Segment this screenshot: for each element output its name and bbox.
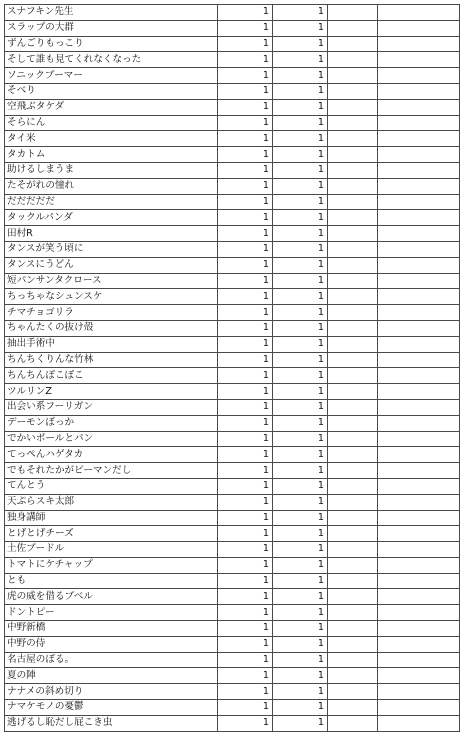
name-cell[interactable]: ちっちゃなシュンスケ bbox=[5, 289, 218, 305]
table-row bbox=[5, 384, 460, 400]
table-row bbox=[5, 715, 460, 731]
name-cell[interactable]: タカトム bbox=[5, 147, 218, 163]
empty-cell[interactable] bbox=[328, 494, 378, 510]
empty-cell[interactable] bbox=[378, 636, 460, 652]
name-cell[interactable]: 田村R bbox=[5, 226, 218, 242]
empty-cell[interactable] bbox=[378, 384, 460, 400]
name-cell[interactable]: スナフキン先生 bbox=[5, 5, 218, 21]
empty-cell[interactable] bbox=[378, 5, 460, 21]
name-cell[interactable]: ちんちんぽこぽこ bbox=[5, 368, 218, 384]
empty-cell[interactable] bbox=[328, 20, 378, 36]
count-cell-b[interactable]: 1 bbox=[273, 352, 328, 368]
empty-cell[interactable] bbox=[328, 431, 378, 447]
table-row bbox=[5, 336, 460, 352]
count-cell-a[interactable]: 1 bbox=[218, 494, 273, 510]
count-cell-b[interactable]: 1 bbox=[273, 5, 328, 21]
empty-cell[interactable] bbox=[378, 336, 460, 352]
empty-cell[interactable] bbox=[378, 226, 460, 242]
count-cell-b[interactable]: 1 bbox=[273, 668, 328, 684]
empty-cell[interactable] bbox=[378, 668, 460, 684]
count-cell-b[interactable]: 1 bbox=[273, 257, 328, 273]
count-cell-a[interactable]: 1 bbox=[218, 605, 273, 621]
count-cell-b[interactable]: 1 bbox=[273, 510, 328, 526]
name-cell[interactable]: 名古屋のぼる。 bbox=[5, 652, 218, 668]
empty-cell[interactable] bbox=[378, 194, 460, 210]
empty-cell[interactable] bbox=[328, 5, 378, 21]
empty-cell[interactable] bbox=[328, 636, 378, 652]
name-cell[interactable]: ナマケモノの憂鬱 bbox=[5, 700, 218, 716]
empty-cell[interactable] bbox=[378, 715, 460, 731]
name-cell[interactable]: 逃げるし恥だし屁こき虫 bbox=[5, 715, 218, 731]
count-cell-b[interactable]: 1 bbox=[273, 605, 328, 621]
count-cell-a[interactable]: 1 bbox=[218, 147, 273, 163]
empty-cell[interactable] bbox=[328, 147, 378, 163]
count-cell-b[interactable]: 1 bbox=[273, 447, 328, 463]
empty-cell[interactable] bbox=[378, 83, 460, 99]
empty-cell[interactable] bbox=[378, 431, 460, 447]
count-cell-a[interactable]: 1 bbox=[218, 115, 273, 131]
count-cell-a[interactable]: 1 bbox=[218, 700, 273, 716]
empty-cell[interactable] bbox=[328, 336, 378, 352]
empty-cell[interactable] bbox=[328, 131, 378, 147]
count-cell-b[interactable]: 1 bbox=[273, 652, 328, 668]
count-cell-a[interactable]: 1 bbox=[218, 131, 273, 147]
count-cell-a[interactable]: 1 bbox=[218, 352, 273, 368]
name-cell[interactable]: ナナメの斜め切り bbox=[5, 684, 218, 700]
table-row bbox=[5, 68, 460, 84]
count-cell-b[interactable]: 1 bbox=[273, 36, 328, 52]
empty-cell[interactable] bbox=[328, 684, 378, 700]
empty-cell[interactable] bbox=[328, 573, 378, 589]
table-row bbox=[5, 273, 460, 289]
empty-cell[interactable] bbox=[328, 668, 378, 684]
empty-cell[interactable] bbox=[378, 289, 460, 305]
name-cell[interactable]: 天ぷらスキ太郎 bbox=[5, 494, 218, 510]
empty-cell[interactable] bbox=[378, 510, 460, 526]
empty-cell[interactable] bbox=[378, 115, 460, 131]
empty-cell[interactable] bbox=[378, 573, 460, 589]
count-cell-b[interactable]: 1 bbox=[273, 636, 328, 652]
table-row bbox=[5, 131, 460, 147]
name-cell[interactable]: そして誰も見てくれなくなった bbox=[5, 52, 218, 68]
count-cell-b[interactable]: 1 bbox=[273, 178, 328, 194]
empty-cell[interactable] bbox=[328, 194, 378, 210]
name-cell[interactable]: ソニックブーマー bbox=[5, 68, 218, 84]
table-row bbox=[5, 52, 460, 68]
table-row bbox=[5, 621, 460, 637]
empty-cell[interactable] bbox=[378, 305, 460, 321]
empty-cell[interactable] bbox=[378, 257, 460, 273]
empty-cell[interactable] bbox=[378, 415, 460, 431]
count-cell-b[interactable]: 1 bbox=[273, 557, 328, 573]
count-cell-b[interactable]: 1 bbox=[273, 210, 328, 226]
count-cell-a[interactable]: 1 bbox=[218, 447, 273, 463]
count-cell-b[interactable]: 1 bbox=[273, 241, 328, 257]
name-cell[interactable]: スラップの大群 bbox=[5, 20, 218, 36]
table-row bbox=[5, 210, 460, 226]
table-row bbox=[5, 257, 460, 273]
count-cell-b[interactable]: 1 bbox=[273, 336, 328, 352]
empty-cell[interactable] bbox=[378, 273, 460, 289]
name-cell[interactable]: トマトにケチャップ bbox=[5, 557, 218, 573]
empty-cell[interactable] bbox=[328, 273, 378, 289]
empty-cell[interactable] bbox=[328, 589, 378, 605]
count-cell-a[interactable]: 1 bbox=[218, 652, 273, 668]
table-row bbox=[5, 36, 460, 52]
count-cell-b[interactable]: 1 bbox=[273, 415, 328, 431]
count-cell-a[interactable]: 1 bbox=[218, 68, 273, 84]
table-row bbox=[5, 605, 460, 621]
count-cell-a[interactable]: 1 bbox=[218, 83, 273, 99]
count-cell-b[interactable]: 1 bbox=[273, 621, 328, 637]
empty-cell[interactable] bbox=[328, 289, 378, 305]
name-cell[interactable]: てんとう bbox=[5, 478, 218, 494]
empty-cell[interactable] bbox=[378, 557, 460, 573]
empty-cell[interactable] bbox=[328, 178, 378, 194]
empty-cell[interactable] bbox=[378, 478, 460, 494]
count-cell-b[interactable]: 1 bbox=[273, 431, 328, 447]
count-cell-b[interactable]: 1 bbox=[273, 463, 328, 479]
count-cell-a[interactable]: 1 bbox=[218, 668, 273, 684]
empty-cell[interactable] bbox=[378, 621, 460, 637]
count-cell-a[interactable]: 1 bbox=[218, 305, 273, 321]
name-cell[interactable]: そらにん bbox=[5, 115, 218, 131]
table-row bbox=[5, 415, 460, 431]
empty-cell[interactable] bbox=[328, 542, 378, 558]
count-cell-a[interactable]: 1 bbox=[218, 636, 273, 652]
empty-cell[interactable] bbox=[378, 589, 460, 605]
table-row bbox=[5, 99, 460, 115]
table-row bbox=[5, 668, 460, 684]
count-cell-a[interactable]: 1 bbox=[218, 210, 273, 226]
empty-cell[interactable] bbox=[328, 352, 378, 368]
name-cell[interactable]: タックルパンダ bbox=[5, 210, 218, 226]
count-cell-b[interactable]: 1 bbox=[273, 83, 328, 99]
name-cell[interactable]: ドントピー bbox=[5, 605, 218, 621]
table-row bbox=[5, 700, 460, 716]
count-cell-a[interactable]: 1 bbox=[218, 20, 273, 36]
empty-cell[interactable] bbox=[378, 131, 460, 147]
name-cell[interactable]: ちゃんたくの抜け殻 bbox=[5, 320, 218, 336]
count-cell-a[interactable]: 1 bbox=[218, 368, 273, 384]
count-cell-b[interactable]: 1 bbox=[273, 289, 328, 305]
name-cell[interactable]: 助けるしまうま bbox=[5, 162, 218, 178]
count-cell-a[interactable]: 1 bbox=[218, 573, 273, 589]
name-cell[interactable]: 中野新橋 bbox=[5, 621, 218, 637]
count-cell-a[interactable]: 1 bbox=[218, 36, 273, 52]
name-cell[interactable]: 出会い系フーリガン bbox=[5, 399, 218, 415]
table-row bbox=[5, 289, 460, 305]
name-cell[interactable]: ツルリンZ bbox=[5, 384, 218, 400]
empty-cell[interactable] bbox=[378, 526, 460, 542]
name-cell[interactable]: チマチョゴリラ bbox=[5, 305, 218, 321]
empty-cell[interactable] bbox=[328, 162, 378, 178]
count-cell-b[interactable]: 1 bbox=[273, 52, 328, 68]
empty-cell[interactable] bbox=[378, 52, 460, 68]
name-cell[interactable]: 虎の威を借るブベル bbox=[5, 589, 218, 605]
empty-cell[interactable] bbox=[328, 83, 378, 99]
empty-cell[interactable] bbox=[328, 526, 378, 542]
count-cell-a[interactable]: 1 bbox=[218, 273, 273, 289]
table-row bbox=[5, 494, 460, 510]
empty-cell[interactable] bbox=[378, 20, 460, 36]
count-cell-b[interactable]: 1 bbox=[273, 384, 328, 400]
empty-cell[interactable] bbox=[328, 384, 378, 400]
empty-cell[interactable] bbox=[378, 399, 460, 415]
name-cell[interactable]: 短パンサンタクロース bbox=[5, 273, 218, 289]
count-cell-a[interactable]: 1 bbox=[218, 684, 273, 700]
count-cell-b[interactable]: 1 bbox=[273, 226, 328, 242]
table-row bbox=[5, 463, 460, 479]
count-cell-b[interactable]: 1 bbox=[273, 68, 328, 84]
empty-cell[interactable] bbox=[328, 52, 378, 68]
count-cell-a[interactable]: 1 bbox=[218, 542, 273, 558]
empty-cell[interactable] bbox=[328, 715, 378, 731]
empty-cell[interactable] bbox=[378, 241, 460, 257]
empty-cell[interactable] bbox=[378, 147, 460, 163]
count-cell-a[interactable]: 1 bbox=[218, 99, 273, 115]
count-cell-b[interactable]: 1 bbox=[273, 478, 328, 494]
empty-cell[interactable] bbox=[328, 621, 378, 637]
table-row bbox=[5, 652, 460, 668]
empty-cell[interactable] bbox=[328, 210, 378, 226]
count-cell-a[interactable]: 1 bbox=[218, 384, 273, 400]
empty-cell[interactable] bbox=[378, 684, 460, 700]
count-cell-b[interactable]: 1 bbox=[273, 589, 328, 605]
name-cell[interactable]: タンスにうどん bbox=[5, 257, 218, 273]
empty-cell[interactable] bbox=[378, 68, 460, 84]
empty-cell[interactable] bbox=[328, 115, 378, 131]
empty-cell[interactable] bbox=[378, 700, 460, 716]
name-cell[interactable]: ちんちくりんな竹林 bbox=[5, 352, 218, 368]
count-cell-b[interactable]: 1 bbox=[273, 715, 328, 731]
name-cell[interactable]: 抽出手術中 bbox=[5, 336, 218, 352]
count-cell-b[interactable]: 1 bbox=[273, 162, 328, 178]
empty-cell[interactable] bbox=[378, 320, 460, 336]
table-row bbox=[5, 5, 460, 21]
count-cell-a[interactable]: 1 bbox=[218, 526, 273, 542]
table-row bbox=[5, 447, 460, 463]
table-row bbox=[5, 241, 460, 257]
table-row bbox=[5, 368, 460, 384]
spreadsheet-table bbox=[4, 4, 460, 732]
table-row bbox=[5, 431, 460, 447]
count-cell-a[interactable]: 1 bbox=[218, 241, 273, 257]
count-cell-a[interactable]: 1 bbox=[218, 257, 273, 273]
count-cell-b[interactable]: 1 bbox=[273, 273, 328, 289]
empty-cell[interactable] bbox=[328, 36, 378, 52]
empty-cell[interactable] bbox=[378, 542, 460, 558]
table-row bbox=[5, 20, 460, 36]
count-cell-b[interactable]: 1 bbox=[273, 147, 328, 163]
name-cell[interactable]: たそがれの憧れ bbox=[5, 178, 218, 194]
count-cell-a[interactable]: 1 bbox=[218, 178, 273, 194]
empty-cell[interactable] bbox=[328, 257, 378, 273]
table-row bbox=[5, 542, 460, 558]
table-row bbox=[5, 147, 460, 163]
empty-cell[interactable] bbox=[378, 463, 460, 479]
table-row bbox=[5, 83, 460, 99]
count-cell-b[interactable]: 1 bbox=[273, 368, 328, 384]
empty-cell[interactable] bbox=[328, 226, 378, 242]
table-row bbox=[5, 636, 460, 652]
count-cell-a[interactable]: 1 bbox=[218, 336, 273, 352]
table-row bbox=[5, 684, 460, 700]
table-row bbox=[5, 399, 460, 415]
count-cell-b[interactable]: 1 bbox=[273, 131, 328, 147]
empty-cell[interactable] bbox=[328, 305, 378, 321]
empty-cell[interactable] bbox=[378, 210, 460, 226]
empty-cell[interactable] bbox=[328, 700, 378, 716]
count-cell-b[interactable]: 1 bbox=[273, 115, 328, 131]
name-cell[interactable]: タンスが笑う頃に bbox=[5, 241, 218, 257]
name-cell[interactable]: そべり bbox=[5, 83, 218, 99]
empty-cell[interactable] bbox=[378, 162, 460, 178]
table-row bbox=[5, 526, 460, 542]
count-cell-a[interactable]: 1 bbox=[218, 415, 273, 431]
count-cell-a[interactable]: 1 bbox=[218, 52, 273, 68]
empty-cell[interactable] bbox=[328, 68, 378, 84]
count-cell-b[interactable]: 1 bbox=[273, 542, 328, 558]
empty-cell[interactable] bbox=[328, 320, 378, 336]
count-cell-b[interactable]: 1 bbox=[273, 526, 328, 542]
empty-cell[interactable] bbox=[328, 368, 378, 384]
count-cell-b[interactable]: 1 bbox=[273, 305, 328, 321]
empty-cell[interactable] bbox=[378, 36, 460, 52]
name-cell[interactable]: 夏の陣 bbox=[5, 668, 218, 684]
count-cell-a[interactable]: 1 bbox=[218, 431, 273, 447]
empty-cell[interactable] bbox=[328, 510, 378, 526]
count-cell-a[interactable]: 1 bbox=[218, 478, 273, 494]
empty-cell[interactable] bbox=[328, 557, 378, 573]
count-cell-b[interactable]: 1 bbox=[273, 194, 328, 210]
count-cell-a[interactable]: 1 bbox=[218, 715, 273, 731]
empty-cell[interactable] bbox=[378, 368, 460, 384]
table-row bbox=[5, 478, 460, 494]
name-cell[interactable]: 中野の侍 bbox=[5, 636, 218, 652]
empty-cell[interactable] bbox=[328, 241, 378, 257]
table-row bbox=[5, 352, 460, 368]
empty-cell[interactable] bbox=[378, 352, 460, 368]
empty-cell[interactable] bbox=[328, 99, 378, 115]
empty-cell[interactable] bbox=[328, 478, 378, 494]
count-cell-a[interactable]: 1 bbox=[218, 5, 273, 21]
empty-cell[interactable] bbox=[328, 605, 378, 621]
table-row bbox=[5, 589, 460, 605]
table-row bbox=[5, 194, 460, 210]
table-row bbox=[5, 305, 460, 321]
name-cell[interactable]: でかいボールとパン bbox=[5, 431, 218, 447]
name-cell[interactable]: てっぺんハゲタカ bbox=[5, 447, 218, 463]
empty-cell[interactable] bbox=[378, 652, 460, 668]
name-cell[interactable]: デーモンぼっか bbox=[5, 415, 218, 431]
name-cell[interactable]: でもそれたかがピーマンだし bbox=[5, 463, 218, 479]
count-cell-a[interactable]: 1 bbox=[218, 289, 273, 305]
table-row bbox=[5, 557, 460, 573]
count-cell-a[interactable]: 1 bbox=[218, 320, 273, 336]
count-cell-b[interactable]: 1 bbox=[273, 700, 328, 716]
table-row bbox=[5, 320, 460, 336]
name-cell[interactable]: タイ米 bbox=[5, 131, 218, 147]
name-cell[interactable]: とげとげチーズ bbox=[5, 526, 218, 542]
count-cell-b[interactable]: 1 bbox=[273, 684, 328, 700]
empty-cell[interactable] bbox=[328, 447, 378, 463]
empty-cell[interactable] bbox=[328, 415, 378, 431]
name-cell[interactable]: 独身講師 bbox=[5, 510, 218, 526]
name-cell[interactable]: とも bbox=[5, 573, 218, 589]
count-cell-b[interactable]: 1 bbox=[273, 20, 328, 36]
table-row bbox=[5, 573, 460, 589]
count-cell-a[interactable]: 1 bbox=[218, 162, 273, 178]
empty-cell[interactable] bbox=[378, 178, 460, 194]
table-row bbox=[5, 115, 460, 131]
count-cell-b[interactable]: 1 bbox=[273, 573, 328, 589]
table-row bbox=[5, 510, 460, 526]
empty-cell[interactable] bbox=[328, 652, 378, 668]
count-cell-a[interactable]: 1 bbox=[218, 589, 273, 605]
empty-cell[interactable] bbox=[378, 447, 460, 463]
empty-cell[interactable] bbox=[378, 605, 460, 621]
count-cell-a[interactable]: 1 bbox=[218, 226, 273, 242]
count-cell-a[interactable]: 1 bbox=[218, 399, 273, 415]
empty-cell[interactable] bbox=[378, 494, 460, 510]
count-cell-a[interactable]: 1 bbox=[218, 194, 273, 210]
count-cell-a[interactable]: 1 bbox=[218, 510, 273, 526]
count-cell-b[interactable]: 1 bbox=[273, 320, 328, 336]
table-row bbox=[5, 178, 460, 194]
name-cell[interactable]: 土佐ブードル bbox=[5, 542, 218, 558]
count-cell-a[interactable]: 1 bbox=[218, 463, 273, 479]
count-cell-b[interactable]: 1 bbox=[273, 99, 328, 115]
name-cell[interactable]: ずんごりもっこり bbox=[5, 36, 218, 52]
empty-cell[interactable] bbox=[328, 399, 378, 415]
name-cell[interactable]: 空飛ぶタケダ bbox=[5, 99, 218, 115]
spreadsheet-body bbox=[5, 5, 460, 732]
count-cell-b[interactable]: 1 bbox=[273, 494, 328, 510]
empty-cell[interactable] bbox=[378, 99, 460, 115]
name-cell[interactable]: だだだだだ bbox=[5, 194, 218, 210]
count-cell-a[interactable]: 1 bbox=[218, 557, 273, 573]
empty-cell[interactable] bbox=[328, 463, 378, 479]
count-cell-b[interactable]: 1 bbox=[273, 399, 328, 415]
table-row bbox=[5, 226, 460, 242]
count-cell-a[interactable]: 1 bbox=[218, 621, 273, 637]
table-row bbox=[5, 162, 460, 178]
